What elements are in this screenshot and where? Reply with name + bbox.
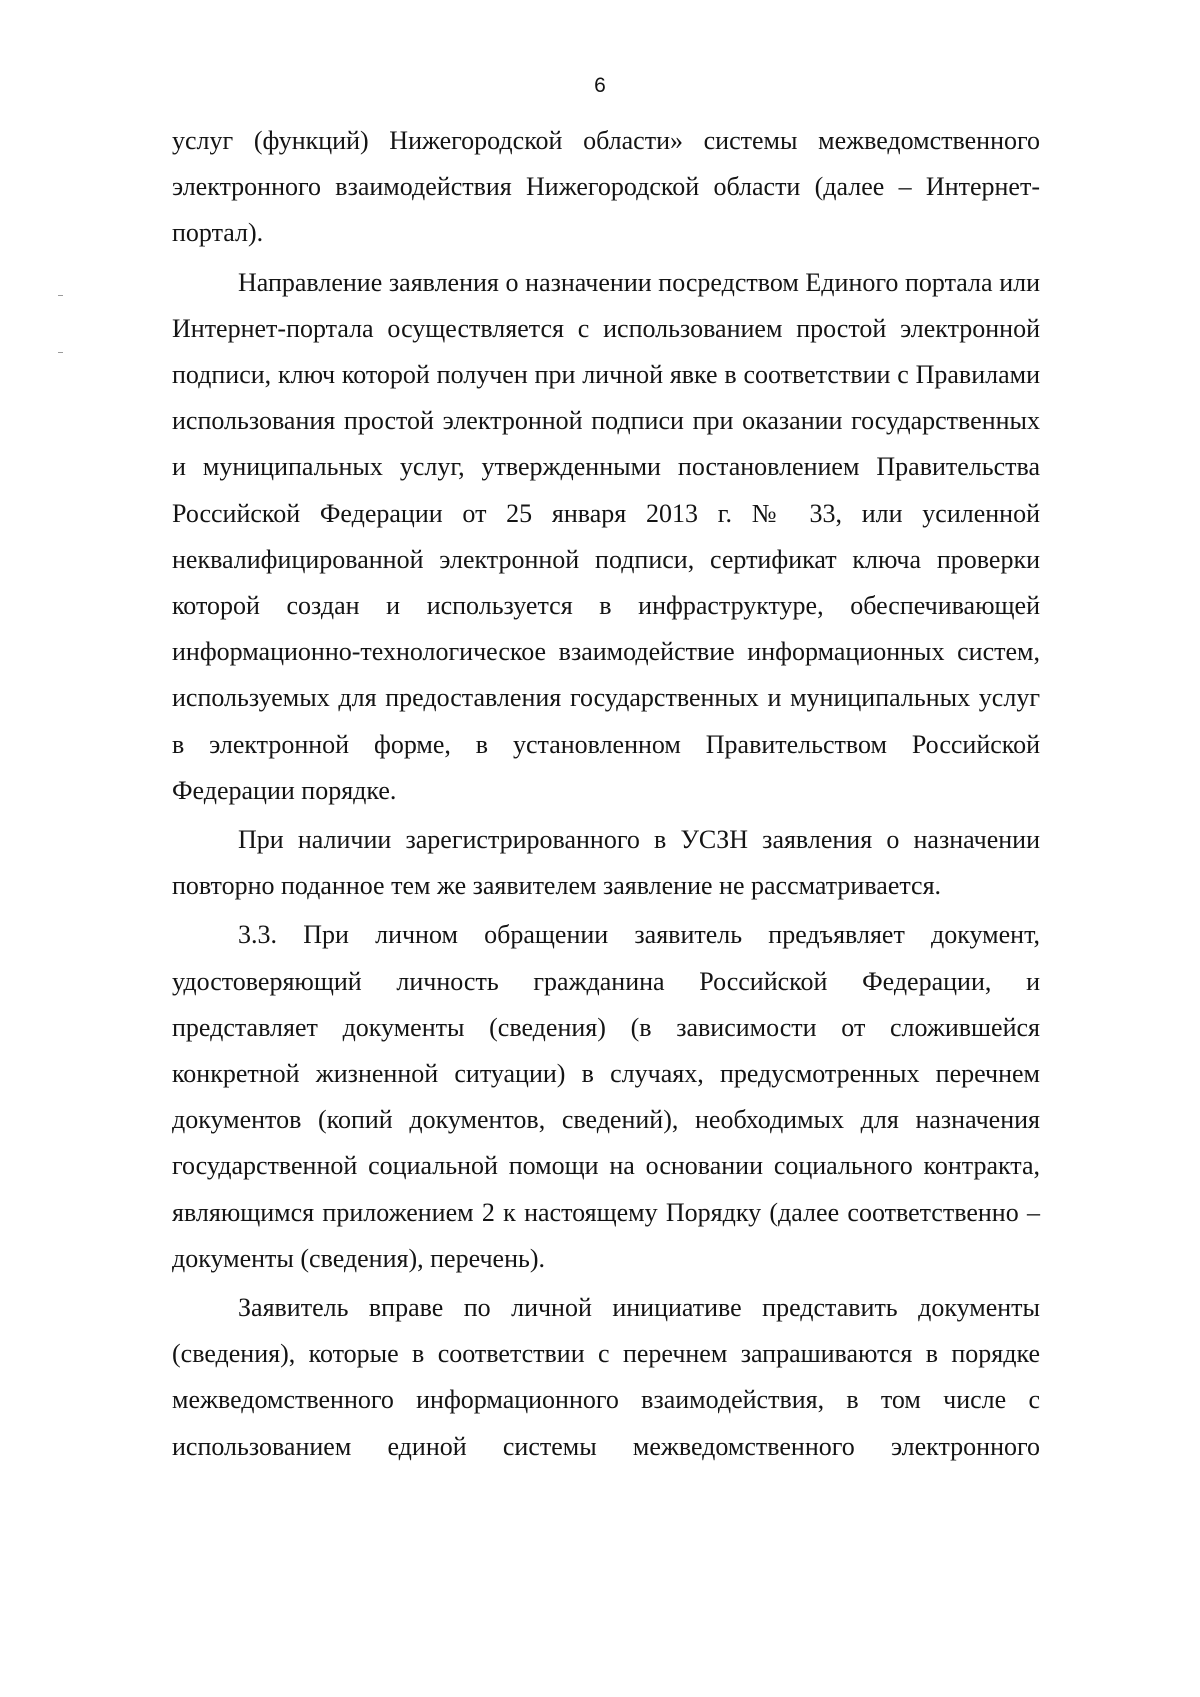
paragraph-section-3-3: 3.3. При личном обращении заявитель предъявляет документ, удостоверяющий личность гражданина Российской Федерации, и представляет документы (сведения) (в зависимости от сложившейся конкретной жизненной ситуации) в случаях, предусмотренных перечнем документов (копий документов, сведений), необходимых для назначения государственной социальной помощи на основании социального контракта, являющимся приложением 2 к настоящему Порядку (далее соответственно – документы (сведения), перечень). (172, 920, 1040, 1273)
paragraph-own-initiative: Заявитель вправе по личной инициативе представить документы (сведения), которые в соответствии с перечнем запрашиваются в порядке межведомственного информационного взаимодействия, в том числе с использованием единой системы межведомственного электронного (172, 1293, 1040, 1461)
page-number: 6 (594, 74, 606, 97)
document-body (172, 118, 1040, 1470)
paragraph-submission-portal: Направление заявления о назначении посредством Единого портала или Интернет-портала осуществляется с использованием простой электронной подписи, ключ которой получен при личной явке в соответствии с Правилами использования простой электронной подписи при оказании государственных и муниципальных услуг, утвержденными постановлением Правительства Российской Федерации от 25 января 2013 г. № 33, или усиленной неквалифицированной электронной подписи, сертификат ключа проверки которой создан и используется в инфраструктуре, обеспечивающей информационно-технологическое взаимодействие информационных систем, используемых для предоставления государственных и муниципальных услуг в электронной форме, в установленном Правительством Российской Федерации порядке. (172, 267, 1040, 805)
scan-mark (58, 295, 63, 296)
scan-mark (58, 352, 63, 353)
paragraph-repeat-application: При наличии зарегистрированного в УСЗН заявления о назначении повторно поданное тем же заявителем заявление не рассматривается. (172, 825, 1040, 901)
paragraph-continuation: услуг (функций) Нижегородской области» системы межведомственного электронного взаимодействия Нижегородской области (далее – Интернет-портал). (172, 126, 1040, 248)
